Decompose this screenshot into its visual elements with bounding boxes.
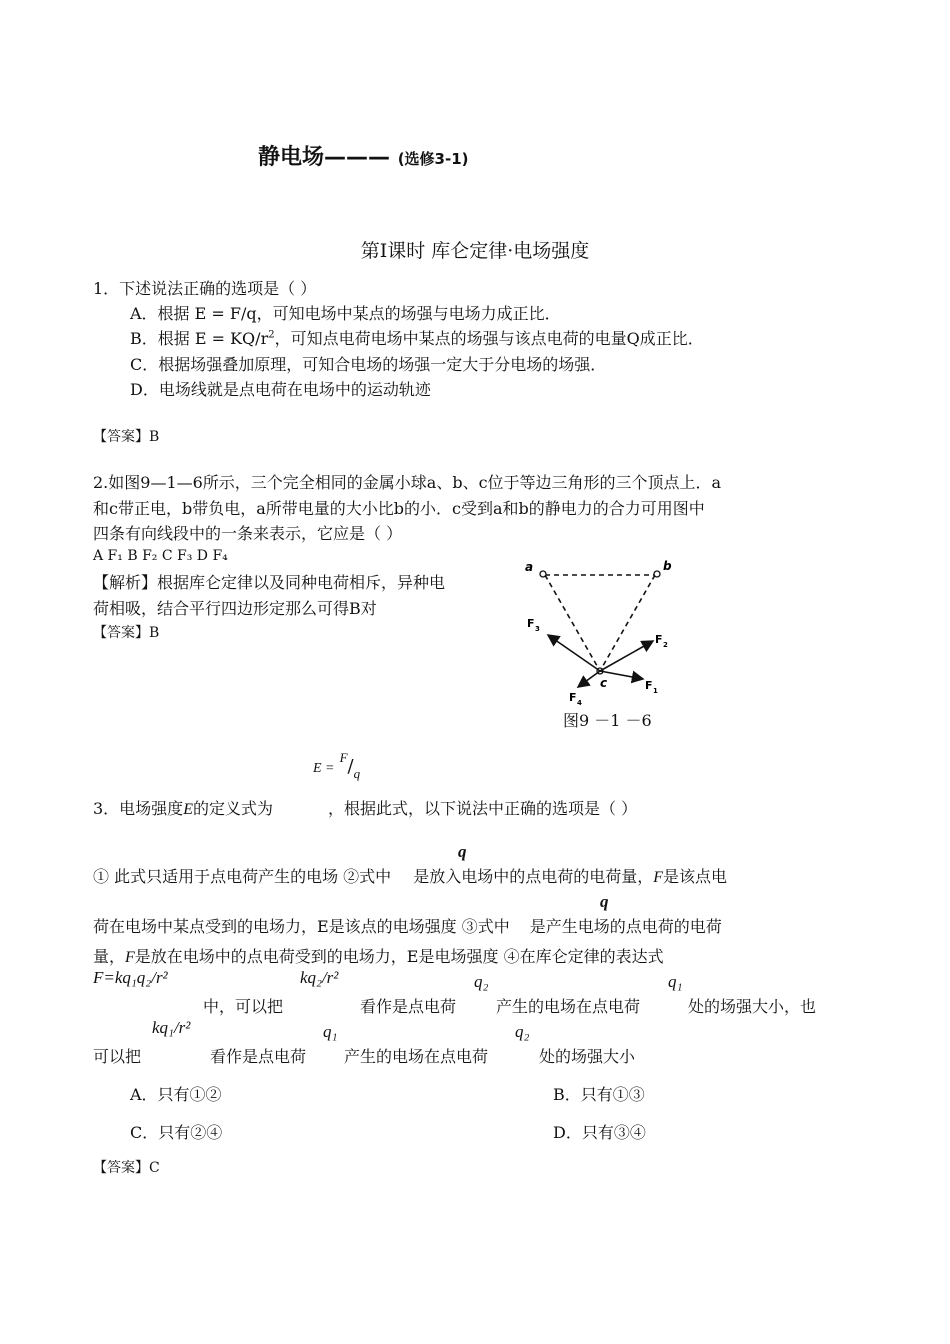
- point-a: [540, 571, 546, 577]
- q2-answer: 【答案】B: [93, 625, 160, 641]
- formula-num: F: [339, 750, 348, 765]
- formula-slash: /: [347, 756, 354, 777]
- formula-lhs: E =: [313, 761, 335, 776]
- q2-options: A F₁ B F₂ C F₃ D F₄: [93, 548, 228, 564]
- q-symbol-1: q: [458, 842, 467, 861]
- label-f1-letter: F: [645, 679, 653, 692]
- label-f4: [569, 691, 582, 705]
- q3-stem-e: E: [183, 801, 193, 818]
- kq2-over-r2: kq₂/r²: [300, 968, 339, 987]
- q3-option-d: D．只有③④: [553, 1123, 646, 1142]
- q3-option-c: C．只有②④: [130, 1123, 223, 1142]
- kq1-over-r2: kq₁/r²: [152, 1018, 191, 1037]
- title-subtitle: (选修3-1): [397, 150, 469, 168]
- label-f3: [527, 617, 540, 633]
- q1-option-a: A．根据 E = F/q，可知电场中某点的场强与电场力成正比．: [130, 304, 561, 323]
- q3-line-1-f: F: [653, 869, 663, 886]
- dashed-side-ac: [545, 575, 600, 671]
- lesson-heading: 第Ⅰ课时 库仑定律·电场强度: [360, 240, 590, 262]
- q2-analysis-2: 荷相吸，结合平行四边形定那么可得B对: [93, 599, 377, 618]
- label-f3-letter: F: [527, 617, 535, 630]
- q3-line-1-c: 是该点电: [662, 867, 727, 886]
- q2b-symbol: q₂: [515, 1022, 530, 1041]
- figure-caption: 图9 －1 －6: [563, 711, 652, 730]
- label-f4-letter: F: [569, 691, 577, 704]
- q3-line-3-f: F: [125, 949, 135, 966]
- label-a: a: [525, 560, 534, 574]
- q1-stem: 1．下述说法正确的选项是（ ）: [93, 279, 317, 298]
- q3-line-1: [93, 864, 727, 887]
- q1b-symbol: q₁: [323, 1022, 338, 1041]
- dashed-side-bc: [600, 575, 655, 671]
- label-f3-sub: 3: [535, 625, 540, 633]
- q3-line-4-d: 处的场强大小，也: [688, 997, 817, 1016]
- q1-option-b-sup: 2: [268, 329, 275, 341]
- q1-option-d: D．电场线就是点电荷在电场中的运动轨迹: [130, 380, 431, 399]
- point-b: [654, 571, 660, 577]
- q1-option-b: [130, 326, 704, 349]
- formula-den: q: [353, 766, 361, 781]
- q3-option-b: B．只有①③: [553, 1085, 645, 1104]
- q2-symbol: q₂: [474, 972, 489, 991]
- q3-stem-pre: 3．电场强度: [93, 799, 184, 818]
- q3-line-4-b: 看作是点电荷: [360, 997, 457, 1016]
- q3-line-5-c: 产生的电场在点电荷: [344, 1047, 489, 1066]
- label-f1-sub: 1: [653, 687, 658, 695]
- q3-line-3-a: 量，: [93, 947, 126, 966]
- label-f1: [645, 679, 658, 695]
- q3-line-2-b: 是产生电场的点电荷的电荷: [529, 917, 722, 936]
- arrow-f3: [548, 635, 600, 671]
- q3-line-4-a: 中，可以把: [203, 997, 284, 1016]
- q2-line-2: 和c带正电，b带负电，a所带电量的大小比b的小．c受到a和b的静电力的合力可用图中: [93, 499, 705, 518]
- q3-option-a: A．只有①②: [130, 1085, 222, 1104]
- q-symbol-2: q: [600, 892, 609, 911]
- arrow-f4: [578, 671, 600, 687]
- label-f2-sub: 2: [663, 641, 668, 649]
- q1-symbol: q₁: [668, 972, 683, 991]
- q1-answer: 【答案】B: [93, 429, 160, 445]
- q3-line-2-a: 荷在电场中某点受到的电场力，E是该点的电场强度 ③式中: [93, 917, 510, 936]
- q3-line-5-a: 可以把: [93, 1047, 142, 1066]
- q2-line-3: 四条有向线段中的一条来表示，它应是（ ）: [93, 524, 403, 543]
- q1-option-b-post: ，可知点电荷电场中某点的场强与该点电荷的电量Q成正比．: [274, 329, 704, 348]
- q2-line-1: 2.如图9—1—6所示，三个完全相同的金属小球a、b、c位于等边三角形的三个顶点上．a: [93, 473, 722, 492]
- q3-line-3-b: 是放在电场中的点电荷受到的电场力，E是电场强度 ④在库仑定律的表达式: [134, 947, 664, 966]
- coulomb-formula: F=kq₁q₂/r²: [93, 968, 168, 987]
- label-f2-letter: F: [655, 633, 663, 646]
- title-text: 静电场———: [258, 145, 391, 170]
- q3-line-1-a: ① 此式只适用于点电荷产生的电场 ②式中: [93, 867, 392, 886]
- q3-answer: 【答案】C: [93, 1160, 160, 1176]
- q3-line-5-b: 看作是点电荷: [210, 1047, 307, 1066]
- q2-analysis-1: 【解析】根据库仑定律以及同种电荷相斥，异种电: [93, 573, 446, 592]
- q3-line-2: [93, 914, 722, 937]
- q3-stem: [93, 796, 637, 819]
- q3-line-4-c: 产生的电场在点电荷: [496, 997, 641, 1016]
- label-f4-sub: 4: [577, 699, 582, 705]
- page-title: [258, 140, 469, 171]
- q1-option-b-pre: B．根据 E = KQ/r: [130, 329, 269, 348]
- q3-stem-post: ，根据此式，以下说法中正确的选项是（ ）: [327, 799, 638, 818]
- q3-line-1-b: 是放入电场中的点电荷的电荷量，: [413, 867, 654, 886]
- q1-option-c: C．根据场强叠加原理，可知合电场的场强一定大于分电场的场强．: [130, 355, 607, 374]
- label-f2: [655, 633, 668, 649]
- q3-definition-formula: [313, 750, 361, 781]
- figure-triangle-forces: [515, 555, 685, 705]
- q3-line-5-d: 处的场强大小: [539, 1047, 636, 1066]
- q3-line-3: [93, 944, 664, 967]
- q3-stem-mid: 的定义式为: [192, 799, 273, 818]
- label-c: c: [600, 676, 608, 690]
- label-b: b: [663, 559, 672, 573]
